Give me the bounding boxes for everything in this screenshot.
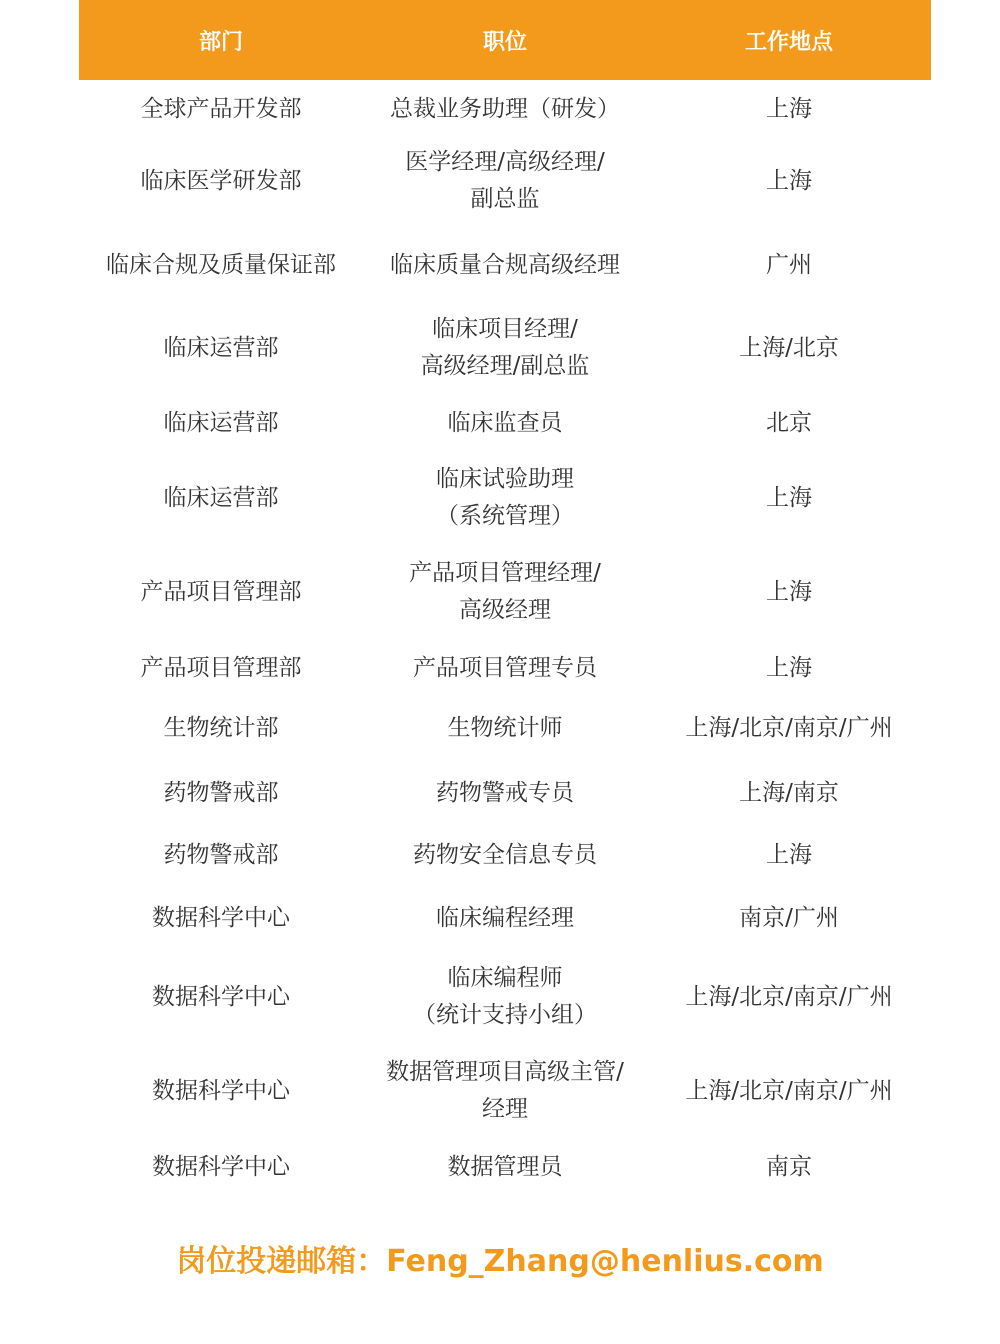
header-department: 部门 (79, 0, 363, 80)
cell-position: 总裁业务助理（研发） (390, 95, 620, 122)
cell-department: 产品项目管理部 (140, 654, 302, 681)
cell-department: 产品项目管理部 (140, 578, 302, 605)
cell-department: 临床运营部 (163, 409, 279, 436)
cell-position: 生物统计师 (447, 714, 563, 741)
application-email: 岗位投递邮箱：Feng_Zhang@henlius.com (176, 1244, 824, 1279)
table-row (79, 138, 931, 224)
cell-location: 南京 (766, 1153, 812, 1180)
cell-department: 药物警戒部 (163, 779, 279, 806)
cell-location: 北京 (766, 409, 812, 436)
cell-position: 临床质量合规高级经理 (390, 251, 620, 278)
cell-position: 数据管理员 (447, 1153, 563, 1180)
cell-department: 临床医学研发部 (140, 167, 302, 194)
cell-location: 上海 (766, 578, 812, 605)
table-row (79, 80, 931, 138)
table-row (79, 888, 931, 948)
cell-department: 生物统计部 (163, 714, 279, 741)
cell-location: 上海 (766, 95, 812, 122)
cell-department: 数据科学中心 (152, 1153, 290, 1180)
cell-position: 临床监查员 (447, 409, 563, 436)
cell-position: 药物安全信息专员 (413, 841, 597, 868)
cell-position: 临床项目经理/ 高级经理/副总监 (420, 316, 590, 379)
cell-location: 上海/北京/南京/广州 (685, 983, 893, 1010)
job-table-container (79, 0, 931, 1198)
cell-location: 上海 (766, 841, 812, 868)
header-position: 职位 (363, 0, 647, 80)
table-row (79, 390, 931, 456)
cell-location: 上海/北京/南京/广州 (685, 714, 893, 741)
cell-department: 全球产品开发部 (140, 95, 302, 122)
table-header (79, 0, 931, 80)
cell-position: 临床试验助理 （系统管理） (436, 466, 574, 529)
table-row (79, 692, 931, 764)
cell-department: 临床运营部 (163, 484, 279, 511)
cell-position: 产品项目管理专员 (413, 654, 597, 681)
job-table (79, 0, 931, 1198)
cell-location: 上海/北京 (739, 334, 839, 361)
cell-position: 临床编程经理 (436, 904, 574, 931)
cell-location: 上海/北京/南京/广州 (685, 1077, 893, 1104)
table-row (79, 644, 931, 692)
cell-department: 数据科学中心 (152, 904, 290, 931)
table-row (79, 540, 931, 644)
cell-position: 临床编程师 （统计支持小组） (413, 965, 597, 1028)
cell-location: 上海 (766, 484, 812, 511)
table-row (79, 1136, 931, 1198)
cell-department: 临床运营部 (163, 334, 279, 361)
cell-location: 上海 (766, 167, 812, 194)
table-row (79, 224, 931, 306)
cell-position: 医学经理/高级经理/ 副总监 (405, 149, 605, 212)
table-row (79, 1046, 931, 1136)
table-row (79, 948, 931, 1046)
table-row (79, 764, 931, 822)
cell-location: 南京/广州 (739, 904, 839, 931)
table-header-row (79, 0, 931, 80)
cell-position: 药物警戒专员 (436, 779, 574, 806)
cell-position: 产品项目管理经理/ 高级经理 (409, 560, 601, 623)
cell-department: 药物警戒部 (163, 841, 279, 868)
cell-department: 临床合规及质量保证部 (106, 251, 336, 278)
cell-location: 上海/南京 (739, 779, 839, 806)
cell-department: 数据科学中心 (152, 1077, 290, 1104)
table-row (79, 822, 931, 888)
table-row (79, 306, 931, 390)
cell-location: 上海 (766, 654, 812, 681)
header-location: 工作地点 (647, 0, 931, 80)
cell-location: 广州 (766, 251, 812, 278)
cell-department: 数据科学中心 (152, 983, 290, 1010)
cell-position: 数据管理项目高级主管/ 经理 (386, 1059, 624, 1122)
table-body (79, 80, 931, 1198)
table-row (79, 456, 931, 540)
